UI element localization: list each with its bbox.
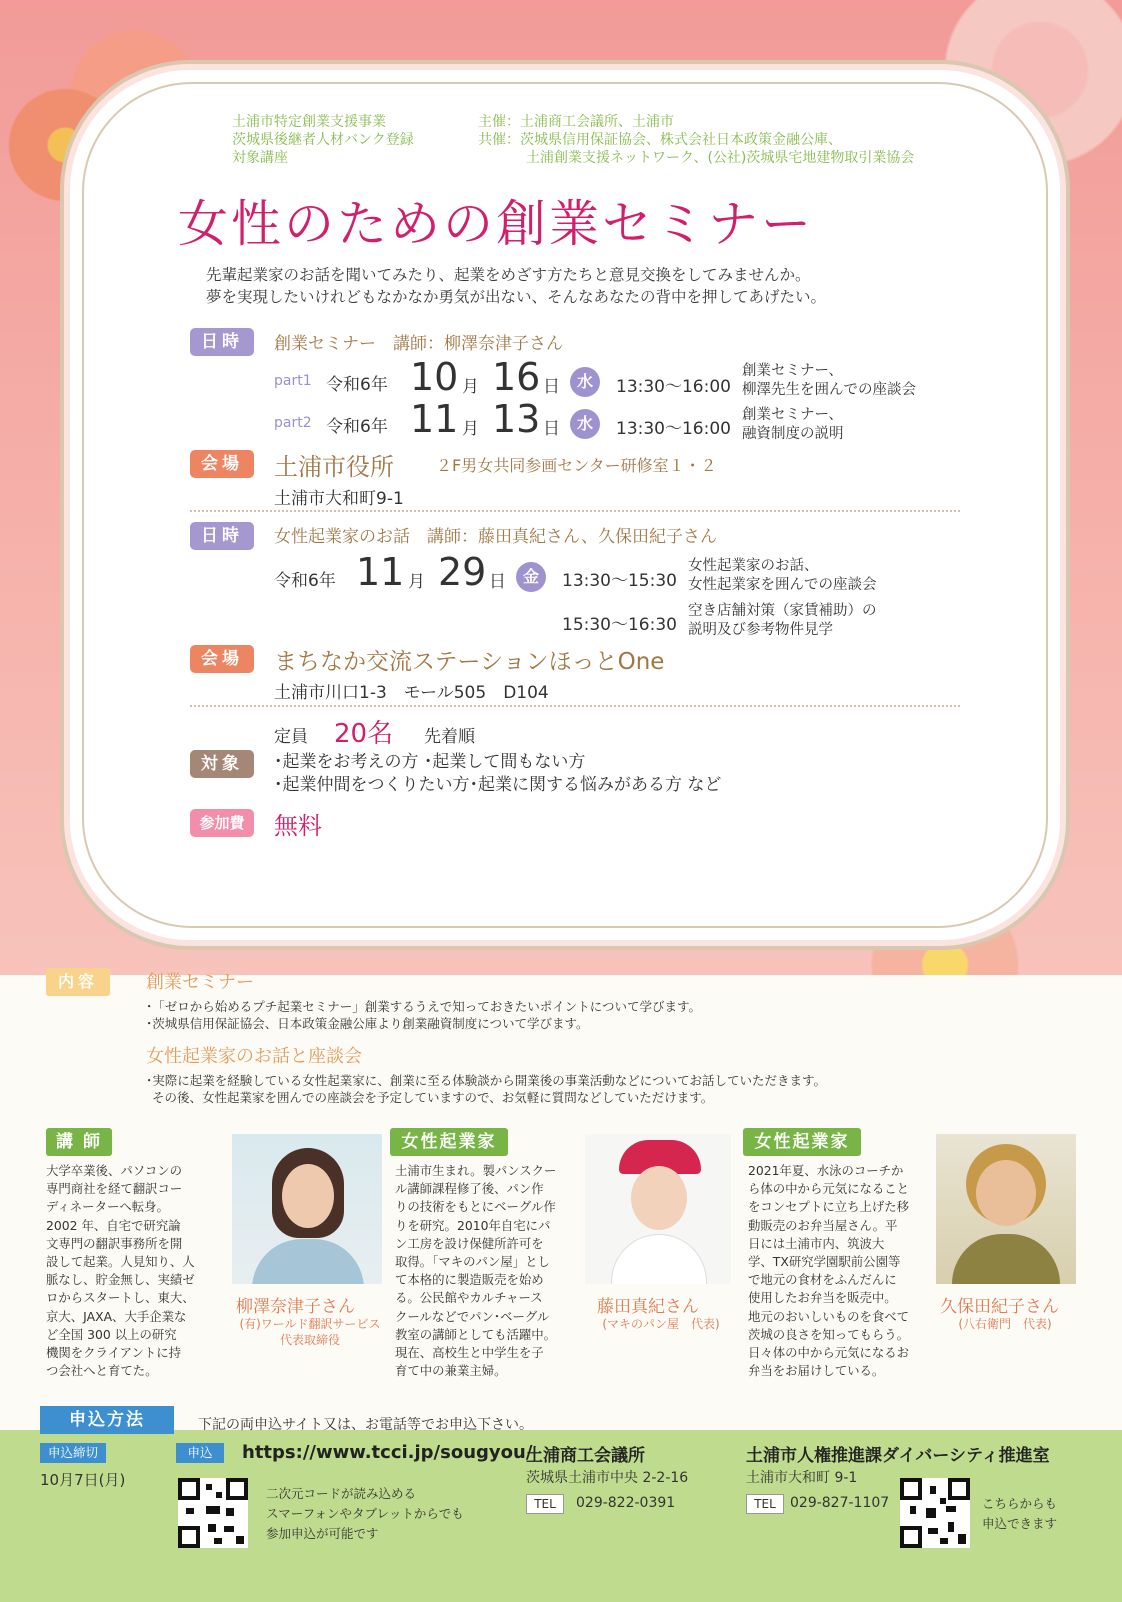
fee-value: 無料 — [274, 812, 322, 840]
seminar2-era: 令和6年 — [274, 571, 336, 591]
content-lines-1 — [146, 998, 701, 1032]
bio-line: 日には土浦市内、筑波大 — [748, 1235, 885, 1251]
seminar2-desc-line: 空き店舗対策（家賃補助）の — [688, 603, 877, 619]
part1-desc-line: 柳澤先生を囲んでの座談会 — [742, 382, 916, 398]
divider — [190, 510, 960, 512]
bio-line: 大学卒業後、パソコンの — [46, 1163, 183, 1178]
profile1-role — [222, 1316, 398, 1348]
bio-line: クールなどでパン･ベーグル — [395, 1308, 550, 1324]
apply-method-label: 申込方法 — [40, 1406, 174, 1434]
bio-line: 使用したお弁当を販売中。 — [748, 1290, 897, 1306]
bio-line: ロからスタートし、東大、 — [46, 1290, 195, 1306]
profile3-name: 久保田紀子さん — [940, 1297, 1059, 1317]
part1-day: 16 — [492, 355, 541, 399]
content-title-2: 女性起業家のお話と座談会 — [146, 1046, 362, 1067]
apply-method-text: 下記の両申込サイト又は、お電話等でお申込下さい。 — [198, 1417, 534, 1433]
fee-label: 参加費 — [190, 809, 254, 837]
profile3-photo — [936, 1134, 1076, 1284]
part1-desc — [742, 362, 916, 400]
lead-text — [206, 264, 826, 308]
page-title: 女性のための創業セミナー — [178, 195, 814, 253]
org2-name: 土浦市人権推進課ダイバーシティ推進室 — [746, 1446, 1050, 1466]
part1-month: 10 — [410, 355, 459, 399]
part2-day-unit: 日 — [543, 419, 560, 439]
org2-tel-label: TEL — [746, 1494, 784, 1514]
bio-line: る。公民館やカルチャース — [395, 1290, 543, 1306]
capacity-note: 先着順 — [424, 727, 475, 747]
venue-label: 会場 — [190, 450, 254, 478]
content-lines-2 — [146, 1072, 826, 1106]
program-name — [232, 113, 414, 167]
profile1-photo — [232, 1134, 382, 1284]
seminar2-time1: 13:30〜15:30 — [562, 571, 677, 591]
content-title-1: 創業セミナー — [146, 972, 254, 993]
content-line: その後、女性起業家を囲んでの座談会を予定していますので、お気軽に質問などしていただけます。 — [152, 1090, 714, 1105]
datetime-label: 日時 — [190, 328, 254, 356]
bio-line: ディネーターへ転身。 — [46, 1199, 169, 1215]
part1-label: part1 — [274, 373, 312, 389]
part2-dow: 水 — [570, 409, 600, 439]
org1-tel[interactable]: 029-822-0391 — [576, 1495, 676, 1511]
bio-line: 専門商社を経て翻訳コー — [46, 1181, 183, 1197]
bio-line: ン工房を設け保健所許可を — [395, 1235, 544, 1251]
org1-address: 茨城県土浦市中央 2-2-16 — [526, 1470, 689, 1486]
datetime-label-2: 日時 — [190, 522, 254, 550]
qr2-note-line: 申込できます — [982, 1516, 1058, 1531]
profile3-role — [920, 1316, 1090, 1332]
content-line: ･「ゼロから始めるプチ起業セミナー」創業するうえで知っておきたいポイントについて学びます。 — [146, 999, 702, 1014]
part2-month: 11 — [410, 397, 459, 441]
cohost-value: 茨城県信用保証協会、株式会社日本政策金融公庫、 — [520, 132, 842, 148]
bio-line: 日々体の中から元気になるお — [748, 1345, 910, 1361]
profile1-tag: 講 師 — [46, 1128, 112, 1156]
part1-time: 13:30〜16:00 — [616, 377, 731, 397]
part1-month-unit: 月 — [462, 377, 479, 397]
qr2-note — [982, 1494, 1057, 1534]
host-value: 土浦商工会議所、土浦市 — [520, 114, 674, 130]
venue1-room: ２F男女共同参画センター研修室１・２ — [436, 456, 717, 475]
seminar2-day: 29 — [438, 550, 487, 594]
bio-line: 設して起業。人見知り、人 — [46, 1254, 195, 1270]
bio-line: 土浦市生まれ。製パンスクー — [395, 1163, 557, 1178]
seminar2-time2: 15:30〜16:30 — [562, 615, 677, 635]
qr-code[interactable] — [178, 1478, 248, 1548]
part2-time: 13:30〜16:00 — [616, 419, 731, 439]
part2-desc-line: 創業セミナー、 — [742, 407, 843, 423]
seminar2-desc-line: 説明及び参考物件見学 — [688, 622, 833, 638]
bio-line: 2002 年、自宅で研究論 — [46, 1217, 181, 1233]
target-line: ･起業仲間をつくりたい方･起業に関する悩みがある方 など — [274, 775, 722, 795]
bio-line: 動販売のお弁当屋さん。平 — [748, 1217, 898, 1233]
venue1-address: 土浦市大和町9-1 — [274, 489, 404, 509]
seminar2-dow: 金 — [516, 562, 546, 592]
part2-desc-line: 融資制度の説明 — [742, 426, 844, 442]
qr-note-line: 参加申込が可能です — [266, 1526, 379, 1541]
profile2-photo — [585, 1134, 731, 1284]
venue-label-2: 会場 — [190, 645, 254, 673]
bio-line: 地元のおいしいものを食べて — [748, 1308, 910, 1324]
content-label: 内容 — [46, 968, 110, 996]
part2-label: part2 — [274, 415, 312, 431]
target-list — [274, 751, 721, 797]
capacity-value: 20名 — [334, 719, 394, 749]
org2-address: 土浦市大和町 9-1 — [746, 1470, 858, 1486]
capacity-label: 定員 — [274, 727, 308, 747]
bio-line: ル講師課程修了後、パン作 — [395, 1181, 544, 1197]
profile2-name: 藤田真紀さん — [597, 1297, 699, 1317]
profile1-bio — [46, 1162, 195, 1380]
qr-note-line: 二次元コードが読み込める — [266, 1486, 417, 1501]
bio-line: 取得。「マキのパン屋」とし — [395, 1254, 550, 1270]
role-line: (八右衛門 代表) — [958, 1317, 1052, 1331]
qr-note — [266, 1484, 464, 1544]
role-line: (マキのパン屋 代表) — [602, 1317, 720, 1331]
seminar2-desc-line: 女性起業家を囲んでの座談会 — [688, 577, 877, 593]
qr2-note-line: こちらからも — [982, 1496, 1058, 1511]
bio-line: りを研究。2010年自宅にパ — [395, 1217, 551, 1233]
part1-era: 令和6年 — [326, 375, 388, 395]
org1-name: 土浦商工会議所 — [526, 1446, 645, 1466]
bio-line: 育て中の兼業主婦。 — [395, 1363, 507, 1379]
venue1-name: 土浦市役所 — [274, 453, 394, 481]
content-line: ･実際に起業を経験している女性起業家に、創業に至る体験談から開業後の事業活動などについてお話していただきます。 — [146, 1073, 827, 1088]
bio-line: 教室の講師としても活躍中。 — [395, 1326, 557, 1342]
target-line: ･起業をお考えの方 ･起業して間もない方 — [274, 752, 586, 772]
apply-label: 申込 — [176, 1443, 224, 1463]
organizers — [478, 113, 914, 167]
lead-line: 先輩起業家のお話を聞いてみたり、起業をめざす方たちと意見交換をしてみませんか。 — [206, 266, 811, 284]
cohost-value-2: 土浦創業支援ネットワーク、(公社)茨城県宅地建物取引業協会 — [526, 150, 915, 166]
bio-line: ら体の中から元気になること — [748, 1181, 910, 1197]
target-label: 対象 — [190, 750, 254, 778]
bio-line: ど全国 300 以上の研究 — [46, 1326, 177, 1342]
seminar2-desc-line: 女性起業家のお話、 — [688, 558, 819, 574]
role-line: (有)ワールド翻訳サービス — [239, 1317, 381, 1331]
part2-day: 13 — [492, 397, 541, 441]
qr-note-line: スマーフォンやタブレットからでも — [266, 1506, 464, 1521]
venue2-name: まちなか交流ステーションほっとOne — [274, 649, 665, 675]
seminar1-heading: 創業セミナー 講師：柳澤奈津子さん — [274, 334, 563, 354]
lead-line: 夢を実現したいけれどもなかなか勇気が出ない、そんなあなたの背中を押してあげたい。 — [206, 288, 827, 306]
role-line: 代表取締役 — [279, 1333, 340, 1347]
bio-line: 文専門の翻訳事務所を開 — [46, 1235, 183, 1251]
profile2-role — [576, 1316, 746, 1332]
bio-line: て本格的に製造販売を始め — [395, 1272, 544, 1288]
bio-line: 茨城の良さを知ってもらう。 — [748, 1326, 910, 1342]
bio-line: 現在、高校生と中学生を子 — [395, 1345, 544, 1361]
profile3-bio — [748, 1162, 909, 1380]
bio-line: 脈なし、貯金無し、実績ゼ — [46, 1272, 195, 1288]
seminar2-day-unit: 日 — [489, 572, 506, 592]
deadline-label: 申込締切 — [40, 1443, 106, 1463]
bio-line: で地元の食材をふんだんに — [748, 1272, 897, 1288]
seminar2-heading: 女性起業家のお話 講師：藤田真紀さん、久保田紀子さん — [274, 527, 718, 547]
deadline-value: 10月7日(月) — [40, 1471, 126, 1489]
bio-line: 京大、JAXA、大手企業な — [46, 1308, 187, 1324]
part1-desc-line: 創業セミナー、 — [742, 363, 843, 379]
divider — [190, 705, 960, 707]
qr-code-2[interactable] — [900, 1478, 970, 1548]
bio-line: 学、TX研究学園駅前公園等 — [748, 1254, 901, 1270]
program-line: 対象講座 — [232, 150, 288, 166]
profile2-tag: 女性起業家 — [390, 1128, 508, 1156]
org2-tel[interactable]: 029-827-1107 — [790, 1495, 890, 1511]
bio-line: 弁当をお届けしている。 — [748, 1363, 885, 1379]
program-line: 土浦市特定創業支援事業 — [232, 114, 386, 130]
seminar2-desc1 — [688, 557, 877, 595]
part2-month-unit: 月 — [462, 419, 479, 439]
bio-line: 機関をクライアントに持 — [46, 1345, 182, 1361]
part2-desc — [742, 406, 844, 444]
profile2-bio — [395, 1162, 556, 1380]
seminar2-month: 11 — [356, 550, 405, 594]
bio-line: 2021年夏、水泳のコーチか — [748, 1163, 904, 1178]
bio-line: をコンセプトに立ち上げた移 — [748, 1199, 910, 1215]
content-line: ･茨城県信用保証協会、日本政策金融公庫より創業融資制度について学びます。 — [146, 1016, 589, 1031]
org1-tel-label: TEL — [526, 1494, 564, 1514]
part1-dow: 水 — [570, 367, 600, 397]
bio-line: りの技術をもとにベーグル作 — [395, 1199, 556, 1215]
apply-url[interactable]: https://www.tcci.jp/sougyou/ — [242, 1442, 533, 1463]
venue2-address: 土浦市川口1-3 モール505 D104 — [274, 683, 549, 703]
part2-era: 令和6年 — [326, 417, 388, 437]
bio-line: つ会社へと育てた。 — [46, 1363, 158, 1379]
program-line: 茨城県後継者人材バンク登録 — [232, 132, 414, 148]
host-label: 主催： — [478, 114, 520, 130]
profile3-tag: 女性起業家 — [743, 1128, 861, 1156]
profile1-name: 柳澤奈津子さん — [236, 1297, 355, 1317]
cohost-label: 共催： — [478, 132, 520, 148]
seminar2-month-unit: 月 — [408, 572, 425, 592]
part1-day-unit: 日 — [543, 377, 560, 397]
seminar2-desc2 — [688, 602, 877, 640]
